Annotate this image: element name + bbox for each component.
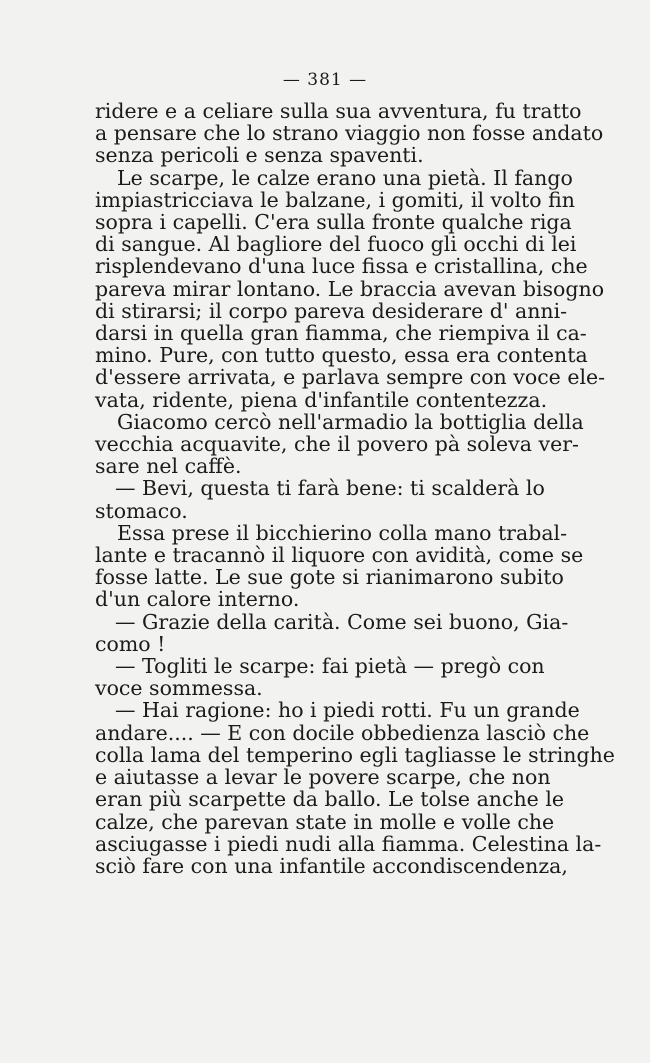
text-line: impiastricciava le balzane, i gomiti, il volto fin (95, 187, 576, 212)
text-line: Essa prese il bicchierino colla mano trabal- (117, 520, 568, 545)
text-line: Giacomo cercò nell'armadio la bottiglia della (117, 409, 584, 434)
text-line: d'essere arrivata, e parlava sempre con voce ele- (95, 365, 606, 390)
text-line: Le scarpe, le calze erano una pietà. Il fango (117, 165, 573, 190)
text-line: — Bevi, questa ti farà bene: ti scalderà lo (115, 476, 545, 501)
text-line: e aiutasse a levar le povere scarpe, che non (95, 765, 551, 790)
text-line: sopra i capelli. C'era sulla fronte qualche riga (95, 210, 572, 235)
text-line: voce sommessa. (95, 676, 263, 701)
text-line: calze, che parevan state in molle e volle che (95, 809, 555, 834)
text-line: andare.... — E con docile obbedienza lasciò che (95, 720, 590, 745)
text-line: — Grazie della carità. Come sei buono, Gia- (115, 609, 569, 634)
text-line: sare nel caffè. (95, 454, 242, 479)
text-line: — Togliti le scarpe: fai pietà — pregò con (115, 654, 545, 679)
page-number: — 381 — (282, 70, 368, 90)
text-line: darsi in quella gran fiamma, che riempiva il ca- (95, 321, 587, 346)
text-line: vecchia acquavite, che il povero pà soleva ver- (95, 432, 579, 457)
text-line: vata, ridente, piena d'infantile contentezza. (95, 387, 548, 412)
text-line: colla lama del temperino egli tagliasse le stringhe (95, 742, 615, 767)
text-line: fosse latte. Le sue gote si rianimarono subito (95, 565, 564, 590)
text-line: asciugasse i piedi nudi alla fiamma. Celestina la- (95, 831, 602, 856)
text-line: como ! (95, 631, 166, 656)
text-line: a pensare che lo strano viaggio non fosse andato (95, 121, 604, 146)
text-line: eran più scarpette da ballo. Le tolse anche le (95, 787, 565, 812)
text-line: di stirarsi; il corpo pareva desiderare d' anni- (95, 298, 568, 323)
text-line: — Hai ragione: ho i piedi rotti. Fu un grande (115, 698, 580, 723)
text-line: ridere e a celiare sulla sua avventura, fu tratto (95, 99, 582, 123)
text-line: senza pericoli e senza spaventi. (95, 143, 424, 168)
text-line: lante e tracannò il liquore con avidità, come se (95, 543, 584, 568)
text-line: pareva mirar lontano. Le braccia avevan bisogno (95, 276, 605, 301)
text-line: risplendevano d'una luce fissa e cristallina, che (95, 254, 588, 279)
text-line: di sangue. Al bagliore del fuoco gli occhi di lei (95, 232, 577, 257)
text-line: stomaco. (95, 498, 188, 523)
text-line: sciò fare con una infantile accondiscendenza, (95, 853, 568, 878)
body-text (95, 99, 615, 878)
text-line: d'un calore interno. (95, 587, 300, 612)
text-line: mino. Pure, con tutto questo, essa era contenta (95, 343, 588, 368)
